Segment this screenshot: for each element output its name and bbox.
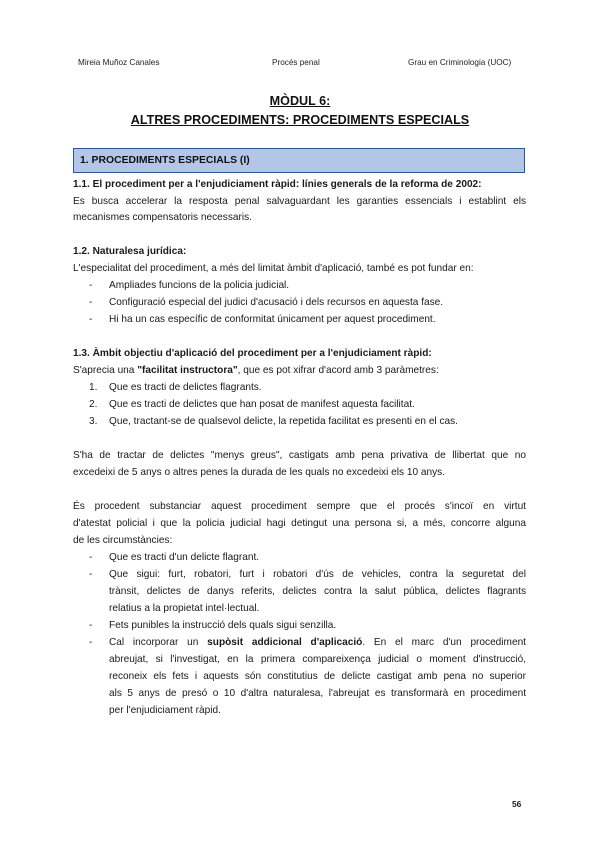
bullet-dash: - (89, 314, 93, 325)
s13-bullet-4-bold: supòsit addicional d'aplicació (207, 637, 363, 648)
s11-line1: Es busca accelerar la resposta penal salvaguardant les garanties essencials i establint els (73, 196, 526, 207)
list-number: 3. (89, 416, 98, 427)
module-subtitle: ALTRES PROCEDIMENTS: PROCEDIMENTS ESPECIALS (130, 113, 470, 127)
s13-bullet-2-line2: trànsit, delictes de danys referits, delictes contra la salut pública, delictes flagrants (109, 586, 526, 597)
s13-bullet-4-line4: als 5 anys de presó o 10 d'altra naturalesa, l'abreujat es transformarà en procediment (109, 688, 526, 699)
s12-item-1: Ampliades funcions de la policia judicial. (109, 280, 290, 291)
s13-bullet-1: Que es tracti d'un delicte flagrant. (109, 552, 260, 563)
s13-bullet-2-line3: relatius a la propietat intel·lectual. (109, 603, 260, 614)
bullet-dash: - (89, 637, 93, 648)
header-subject: Procés penal (272, 58, 320, 67)
header-course: Grau en Criminologia (UOC) (408, 58, 512, 67)
s13-para2-line1: És procedent substanciar aquest procediment sempre que el procés s'incoï en virtut (73, 501, 526, 512)
bullet-dash: - (89, 297, 93, 308)
bullet-dash: - (89, 569, 93, 580)
s13-intro (73, 364, 439, 377)
s13-bullet-4-line2: abreujat, si l'investigat, en la primera compareixença judicial o moment d'instrucció, (109, 654, 526, 665)
module-title: MÒDUL 6: (269, 94, 331, 108)
s11-line2: mecanismes compensatoris necessaris. (73, 212, 252, 223)
bullet-dash: - (89, 552, 93, 563)
section-heading-box (73, 148, 525, 173)
s13-para2-line3: de les circumstàncies: (73, 535, 173, 546)
s13-bullet-4-line3: reconeix els fets i aquests són constitutius de delicte castigat amb pena no superior (109, 671, 526, 682)
list-number: 2. (89, 399, 98, 410)
header-author: Mireia Muñoz Canales (78, 58, 160, 67)
section-heading: 1. PROCEDIMENTS ESPECIALS (I) (80, 155, 250, 166)
s13-bullet-4-line5: per l'enjudiciament ràpid. (109, 705, 221, 716)
s13-bullet-4-pre: Cal incorporar un (109, 637, 208, 648)
list-number: 1. (89, 382, 98, 393)
s13-intro-bold: "facilitat instructora" (137, 365, 238, 376)
s13-bullet-4-post: . En el marc d'un procediment (362, 637, 526, 648)
s13-para1-line1: S'ha de tractar de delictes "menys greus", castigats amb pena privativa de llibertat que no (73, 450, 526, 461)
s13-item-1: Que es tracti de delictes flagrants. (109, 382, 262, 393)
s13-bullet-4-line1 (109, 636, 526, 649)
s12-item-3: Hi ha un cas específic de conformitat únicament per aquest procediment. (109, 314, 436, 325)
s13-para1-line2: excedeixi de 5 anys o altres penes la durada de les quals no excedeixi els 10 anys. (73, 467, 446, 478)
s13-bullet-3: Fets punibles la instrucció dels quals sigui senzilla. (109, 620, 337, 631)
bullet-dash: - (89, 280, 93, 291)
s12-item-2: Configuració especial del judici d'acusació i dels recursos en aquesta fase. (109, 297, 444, 308)
s13-heading: 1.3. Àmbit objectiu d'aplicació del procediment per a l'enjudiciament ràpid: (73, 348, 432, 359)
s13-intro-pre: S'aprecia una (73, 365, 138, 376)
s13-para2-line2: d'atestat policial i que la policia judicial hagi detingut una persona si, a més, concorre alguna (73, 518, 526, 529)
bullet-dash: - (89, 620, 93, 631)
s13-item-2: Que es tracti de delictes que han posat de manifest aquesta facilitat. (109, 399, 415, 410)
s11-heading: 1.1. El procediment per a l'enjudiciament ràpid: línies generals de la reforma de 2002: (73, 179, 482, 190)
s12-intro: L'especialitat del procediment, a més del limitat àmbit d'aplicació, també es pot fundar en: (73, 263, 474, 274)
s12-heading: 1.2. Naturalesa jurídica: (73, 246, 187, 257)
s13-bullet-2-line1: Que sigui: furt, robatori, furt i robatori d'ús de vehicles, contra la seguretat del (109, 569, 526, 580)
s13-intro-post: , que es pot xifrar d'acord amb 3 paràmetres: (237, 365, 439, 376)
s13-item-3: Que, tractant-se de qualsevol delicte, la repetida facilitat es presenti en el cas. (109, 416, 458, 427)
page-number: 56 (512, 799, 522, 809)
